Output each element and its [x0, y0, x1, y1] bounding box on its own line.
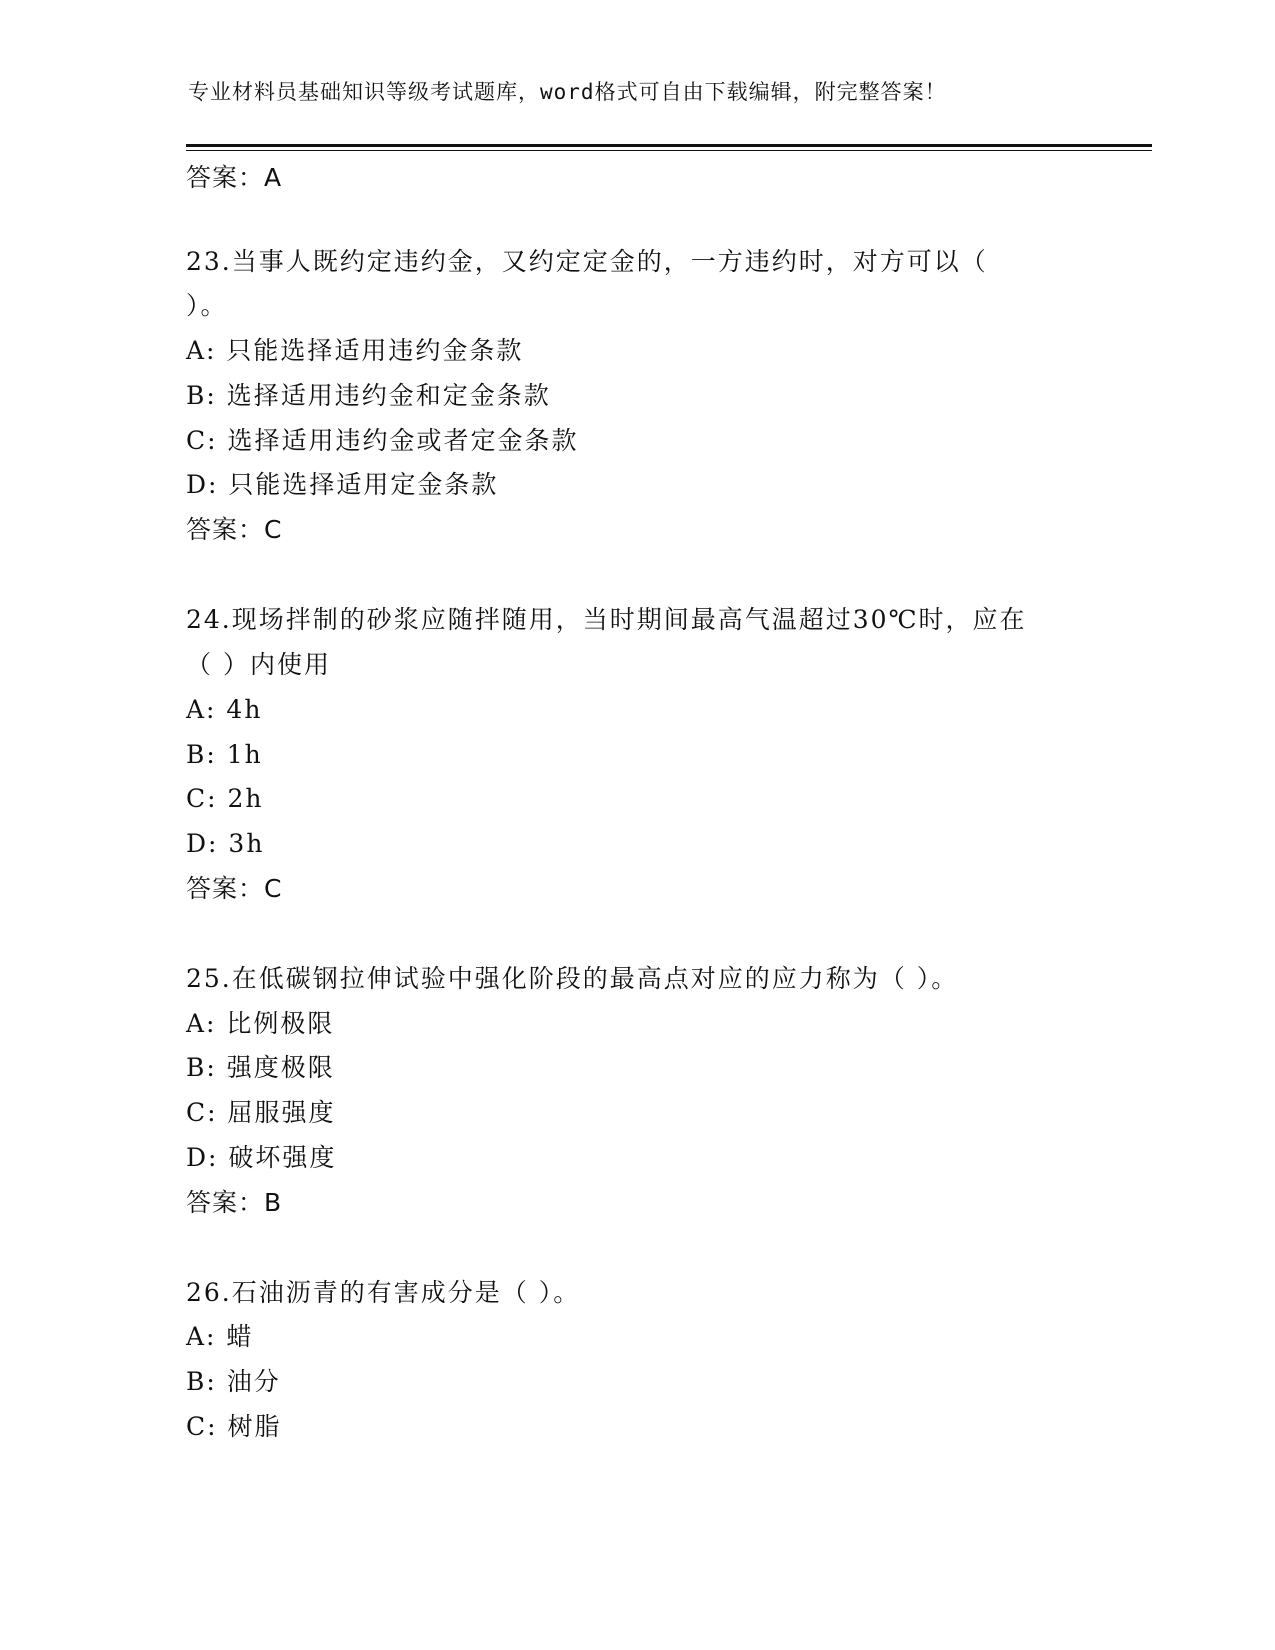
- option-b: B: 选择适用违约金和定金条款: [186, 381, 551, 410]
- question-stem-continued: ）。: [186, 291, 228, 320]
- option-c: C: 选择适用违约金或者定金条款: [186, 426, 579, 455]
- question-stem: 26.石油沥青的有害成分是（ ）。: [186, 1278, 581, 1307]
- option-a: A: 比例极限: [186, 1009, 335, 1038]
- question-stem-continued: （ ）内使用: [186, 650, 331, 679]
- option-a: A: 只能选择适用违约金条款: [186, 336, 524, 365]
- option-c: C: 2h: [186, 784, 264, 813]
- option-a: A: 4h: [186, 695, 263, 724]
- option-a: A: 蜡: [186, 1322, 254, 1351]
- answer: 答案：C: [186, 874, 283, 903]
- answer: 答案：C: [186, 515, 283, 544]
- page-header: 专业材料员基础知识等级考试题库，word格式可自由下载编辑，附完整答案！: [188, 80, 947, 104]
- header-divider-thin: [186, 150, 1152, 151]
- question-stem: 24.现场拌制的砂浆应随拌随用，当时期间最高气温超过30℃时，应在: [186, 605, 1027, 634]
- question-stem: 23.当事人既约定违约金，又约定定金的，一方违约时，对方可以（: [186, 247, 988, 276]
- option-b: B: 强度极限: [186, 1053, 335, 1082]
- option-c: C: 树脂: [186, 1412, 282, 1441]
- previous-answer: 答案：A: [186, 163, 283, 192]
- option-d: D: 只能选择适用定金条款: [186, 470, 499, 499]
- option-b: B: 油分: [186, 1367, 281, 1396]
- header-divider-thick: [186, 144, 1152, 147]
- answer: 答案：B: [186, 1188, 283, 1217]
- option-d: D: 3h: [186, 829, 265, 858]
- option-b: B: 1h: [186, 740, 263, 769]
- question-stem: 25.在低碳钢拉伸试验中强化阶段的最高点对应的应力称为（ ）。: [186, 964, 959, 993]
- option-d: D: 破坏强度: [186, 1143, 337, 1172]
- option-c: C: 屈服强度: [186, 1098, 336, 1127]
